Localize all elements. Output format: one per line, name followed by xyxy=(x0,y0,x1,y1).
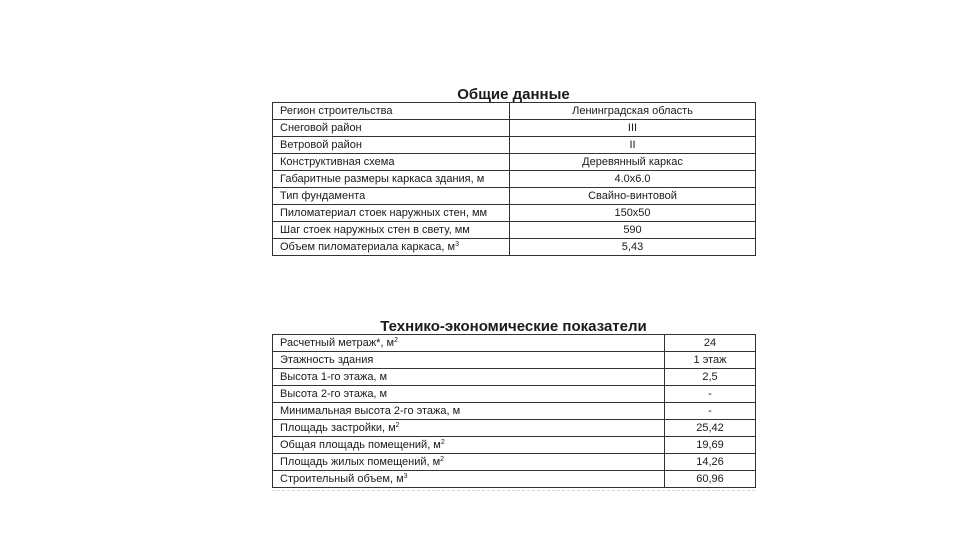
row-label-cell xyxy=(273,369,665,386)
row-label: Высота 2-го этажа, м xyxy=(280,388,388,400)
row-value: 150x50 xyxy=(510,205,756,222)
general-data-title: Общие данные xyxy=(457,86,570,103)
row-label: Объем пиломатериала каркаса, м xyxy=(280,241,456,253)
row-label-cell xyxy=(273,154,510,171)
row-value: 25,42 xyxy=(665,420,756,437)
row-value: Свайно-винтовой xyxy=(510,188,756,205)
unit-exponent: 2 xyxy=(440,439,445,446)
row-label-cell xyxy=(273,420,665,437)
row-label: Площадь жилых помещений, м xyxy=(280,456,441,468)
row-value: 4.0x6.0 xyxy=(510,171,756,188)
row-label-cell xyxy=(273,437,665,454)
row-value: II xyxy=(510,137,756,154)
table-row xyxy=(273,154,756,171)
row-value: 19,69 xyxy=(665,437,756,454)
row-label: Тип фундамента xyxy=(280,190,366,202)
row-value: 5,43 xyxy=(510,239,756,256)
table-row xyxy=(273,437,756,454)
table-row xyxy=(273,386,756,403)
table-row xyxy=(273,188,756,205)
table-row xyxy=(273,239,756,256)
row-label: Ветровой район xyxy=(280,139,362,151)
table-row xyxy=(273,352,756,369)
row-value: 590 xyxy=(510,222,756,239)
row-value: 60,96 xyxy=(665,471,756,488)
row-label-cell xyxy=(273,352,665,369)
row-label-cell xyxy=(273,471,665,488)
row-label-cell xyxy=(273,454,665,471)
table-row xyxy=(273,471,756,488)
indicators-body xyxy=(273,335,756,488)
table-row xyxy=(273,137,756,154)
table-row xyxy=(273,222,756,239)
general-data-body xyxy=(273,103,756,256)
row-value: 24 xyxy=(665,335,756,352)
row-value: Деревянный каркас xyxy=(510,154,756,171)
row-value: 1 этаж xyxy=(665,352,756,369)
table-row xyxy=(273,454,756,471)
row-label-cell xyxy=(273,335,665,352)
row-value: 14,26 xyxy=(665,454,756,471)
row-label-cell xyxy=(273,239,510,256)
row-label: Минимальная высота 2-го этажа, м xyxy=(280,405,461,417)
row-label: Снеговой район xyxy=(280,122,362,134)
row-label: Регион строительства xyxy=(280,105,393,117)
row-label-cell xyxy=(273,171,510,188)
row-label: Габаритные размеры каркаса здания, м xyxy=(280,173,485,185)
table-row xyxy=(273,205,756,222)
general-data-table xyxy=(272,102,756,256)
faint-divider xyxy=(272,490,755,491)
row-label-cell xyxy=(273,120,510,137)
table-row xyxy=(273,120,756,137)
row-label: Этажность здания xyxy=(280,354,374,366)
indicators-title: Технико-экономические показатели xyxy=(380,318,647,335)
row-label: Конструктивная схема xyxy=(280,156,395,168)
row-label: Высота 1-го этажа, м xyxy=(280,371,388,383)
row-label: Площадь застройки, м xyxy=(280,422,396,434)
row-label-cell xyxy=(273,386,665,403)
row-value: - xyxy=(665,403,756,420)
unit-exponent: 2 xyxy=(394,337,398,344)
table-row xyxy=(273,335,756,352)
row-label-cell xyxy=(273,188,510,205)
indicators-table xyxy=(272,334,756,488)
row-value: 2,5 xyxy=(665,369,756,386)
unit-exponent: 2 xyxy=(395,422,400,429)
unit-exponent: 3 xyxy=(455,241,459,248)
row-label-cell xyxy=(273,103,510,120)
table-row xyxy=(273,403,756,420)
table-row xyxy=(273,103,756,120)
table-row xyxy=(273,171,756,188)
row-label-cell xyxy=(273,403,665,420)
row-value: III xyxy=(510,120,756,137)
row-label: Строительный объем, м xyxy=(280,473,404,485)
row-label-cell xyxy=(273,222,510,239)
table-row xyxy=(273,369,756,386)
row-value: - xyxy=(665,386,756,403)
row-label-cell xyxy=(273,137,510,154)
row-label: Расчетный метраж*, м xyxy=(280,337,395,349)
table-row xyxy=(273,420,756,437)
row-label-cell xyxy=(273,205,510,222)
unit-exponent: 2 xyxy=(440,456,445,463)
unit-exponent: 3 xyxy=(403,473,408,480)
row-label: Общая площадь помещений, м xyxy=(280,439,441,451)
row-label: Шаг стоек наружных стен в свету, мм xyxy=(280,224,470,236)
row-value: Ленинградская область xyxy=(510,103,756,120)
row-label: Пиломатериал стоек наружных стен, мм xyxy=(280,207,488,219)
